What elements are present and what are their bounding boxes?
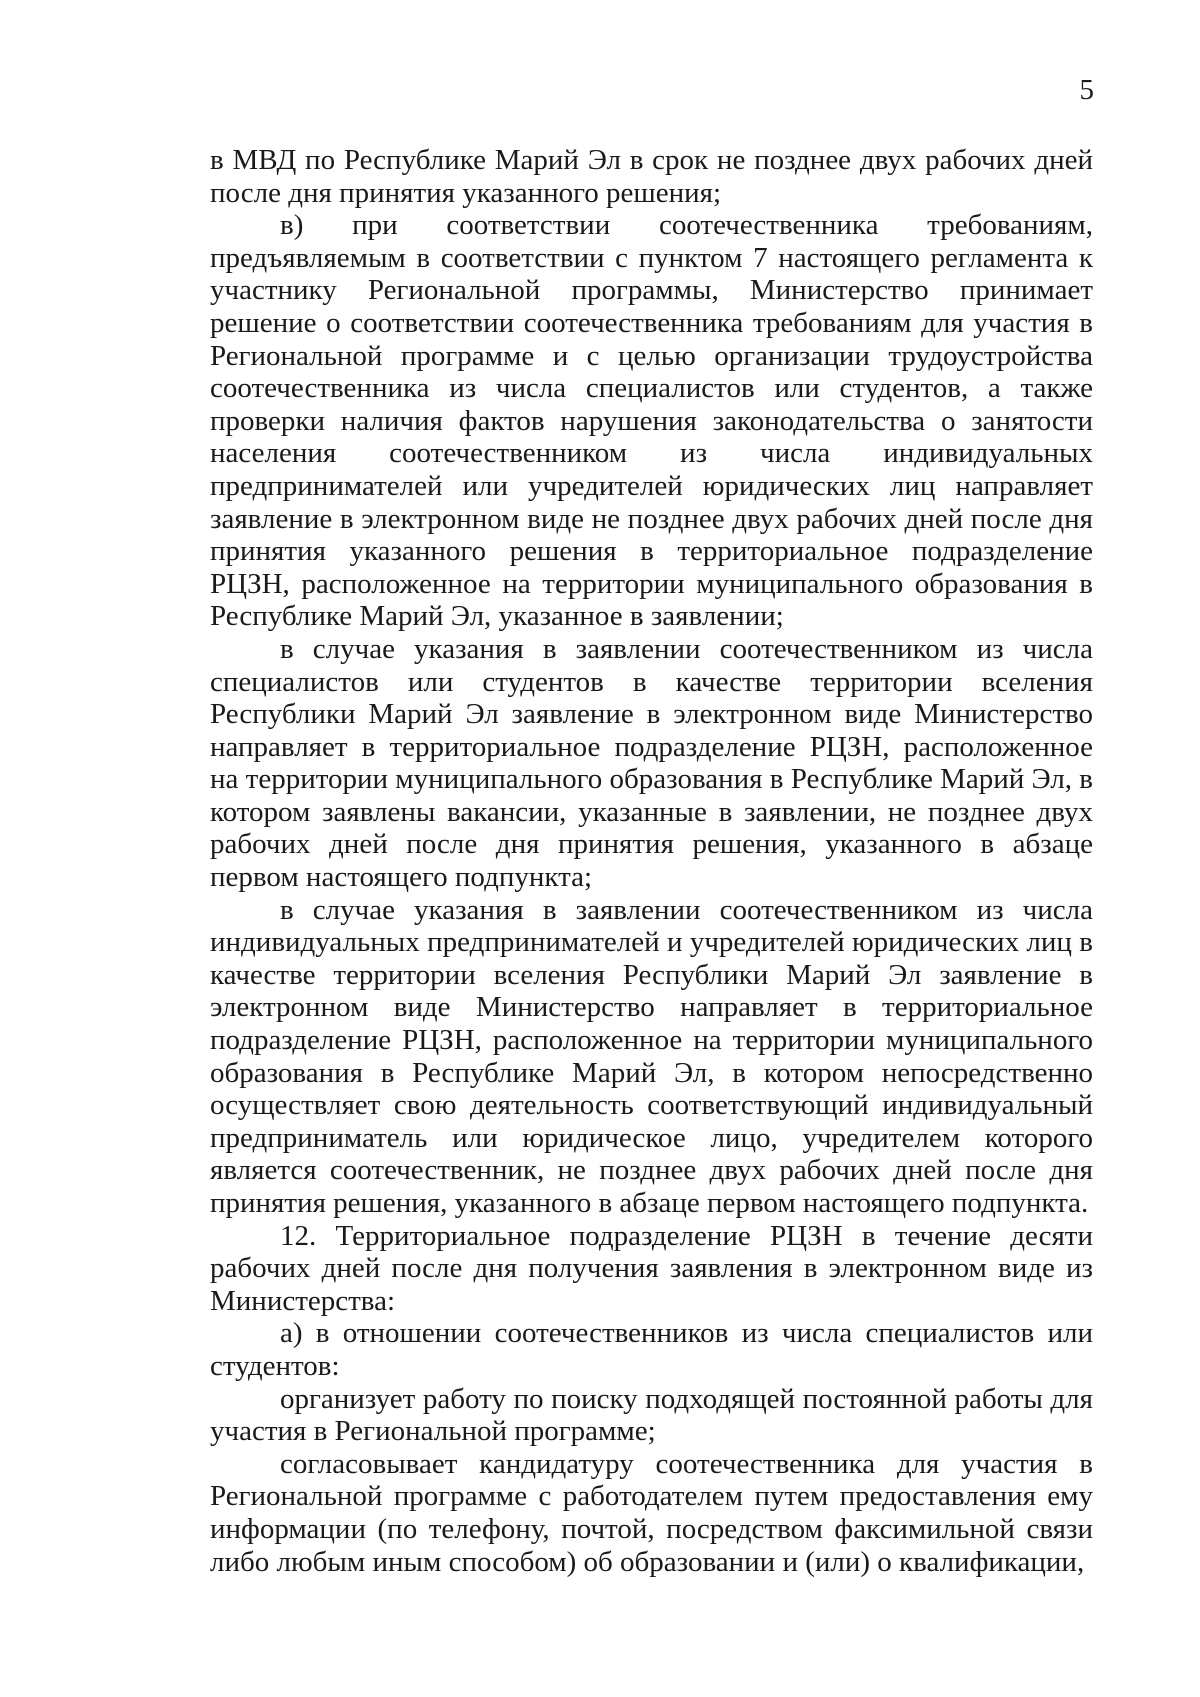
paragraph-subpoint-a: а) в отношении соотечественников из числа специалистов или студентов: [210,1317,1093,1382]
paragraph-entrepreneurs-case: в случае указания в заявлении соотечественником из числа индивидуальных предпринимателей и учредителей юридических лиц в качестве территории вселения Республики Марий Эл заявление в электронном виде Министерство направляет в территориальное подразделение РЦЗН, расположенное на территории муниципального образования в Республике Марий Эл, в котором непосредственно осуществляет свою деятельность соответствующий индивидуальный предприниматель или юридическое лицо, учредителем которого является соотечественник, не позднее двух рабочих дней после дня принятия решения, указанного в абзаце первом настоящего подпункта. [210,893,1093,1219]
paragraph-organizes-work: организует работу по поиску подходящей постоянной работы для участия в Региональной программе; [210,1382,1093,1448]
page-number: 5 [1079,74,1094,106]
document-body [210,144,1093,1578]
paragraph-continuation: в МВД по Республике Марий Эл в срок не позднее двух рабочих дней после дня принятия указанного решения; [210,144,1093,209]
paragraph-subpoint-v: в) при соответствии соотечественника требованиям, предъявляемым в соответствии с пунктом 7 настоящего регламента к участнику Региональной программы, Министерство принимает решение о соответствии соотечественника требованиям для участия в Региональной программе и с целью организации трудоустройства соотечественника из числа специалистов или студентов, а также проверки наличия фактов нарушения законодательства о занятости населения соотечественником из числа индивидуальных предпринимателей или учредителей юридических лиц направляет заявление в электронном виде не позднее двух рабочих дней после дня принятия указанного решения в территориальное подразделение РЦЗН, расположенное на территории муниципального образования в Республике Марий Эл, указанное в заявлении; [210,209,1093,633]
paragraph-agrees-candidacy: согласовывает кандидатуру соотечественника для участия в Региональной программе с работодателем путем предоставления ему информации (по телефону, почтой, посредством факсимильной связи либо любым иным способом) об образовании и (или) о квалификации, [210,1447,1093,1578]
paragraph-specialists-case: в случае указания в заявлении соотечественником из числа специалистов или студентов в качестве территории вселения Республики Марий Эл заявление в электронном виде Министерство направляет в территориальное подразделение РЦЗН, расположенное на территории муниципального образования в Республике Марий Эл, в котором заявлены вакансии, указанные в заявлении, не позднее двух рабочих дней после дня принятия решения, указанного в абзаце первом настоящего подпункта; [210,632,1093,894]
paragraph-point-12: 12. Территориальное подразделение РЦЗН в течение десяти рабочих дней после дня получения заявления в электронном виде из Министерства: [210,1219,1093,1317]
